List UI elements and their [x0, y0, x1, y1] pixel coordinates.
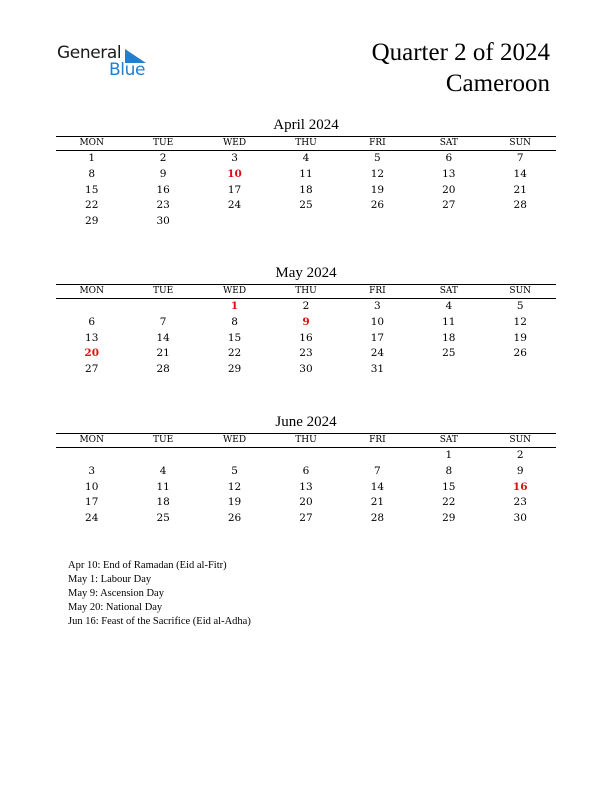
day-cell: 13	[85, 331, 99, 344]
holiday-note: Jun 16: Feast of the Sacrifice (Eid al-Adha)	[68, 616, 251, 627]
weekday-label: WED	[223, 435, 247, 445]
day-cell: 16	[156, 183, 170, 196]
holiday-note: Apr 10: End of Ramadan (Eid al-Fitr)	[68, 560, 227, 571]
month-may	[56, 264, 556, 378]
day-cell: 22	[85, 199, 99, 212]
day-cell: 23	[513, 496, 527, 509]
day-cell: 5	[374, 152, 381, 164]
weekday-label: WED	[223, 138, 247, 148]
weekday-header	[56, 285, 556, 298]
day-cell: 3	[374, 300, 381, 312]
day-cell: 12	[370, 167, 385, 180]
day-cell: 29	[442, 512, 456, 524]
weekday-label: THU	[295, 138, 317, 148]
day-cell: 9	[516, 464, 524, 477]
month-june	[56, 413, 556, 527]
day-cell: 28	[156, 363, 170, 375]
empty-day-cell	[413, 362, 484, 378]
weekday-header	[56, 434, 556, 447]
month-title: April 2024	[273, 117, 339, 133]
weekday-label: SAT	[439, 286, 458, 296]
day-cell: 17	[227, 183, 242, 196]
day-cell: 27	[299, 512, 313, 524]
day-cell: 25	[442, 347, 456, 360]
quarter-title: Quarter 2 of 2024	[371, 39, 550, 66]
week-row	[56, 315, 556, 331]
day-cell: 8	[231, 315, 238, 328]
weekday-label: TUE	[153, 435, 174, 445]
day-cell: 22	[227, 347, 242, 360]
day-cell: 18	[156, 496, 170, 509]
day-cell: 3	[88, 464, 96, 477]
day-cell: 6	[445, 152, 453, 164]
day-cell: 9	[302, 315, 310, 328]
country-title: Cameroon	[445, 70, 550, 97]
day-cell: 25	[156, 512, 170, 524]
day-cell: 28	[370, 512, 385, 524]
day-cell: 13	[299, 480, 313, 493]
day-cell: 26	[513, 347, 527, 360]
weekday-label: SAT	[439, 435, 458, 445]
day-cell: 24	[370, 347, 385, 360]
week-row	[56, 346, 556, 362]
day-cell: 11	[156, 480, 170, 493]
weekday-label: SAT	[439, 138, 458, 148]
day-cell: 12	[513, 315, 527, 328]
day-cell: 19	[370, 183, 385, 196]
day-cell: 31	[370, 363, 385, 375]
weekday-label: FRI	[369, 286, 386, 296]
month-april	[56, 116, 556, 230]
week-row	[56, 331, 556, 347]
day-cell: 21	[513, 183, 527, 196]
day-cell: 9	[159, 167, 167, 180]
day-cell: 30	[156, 215, 170, 227]
month-title: June 2024	[275, 414, 337, 430]
logo-text-general: General	[57, 43, 122, 63]
day-cell: 10	[227, 167, 242, 180]
day-cell: 10	[370, 315, 385, 328]
day-cell: 19	[513, 331, 527, 344]
day-cell: 6	[302, 464, 310, 477]
day-cell: 5	[516, 300, 524, 312]
day-cell: 4	[159, 464, 167, 477]
day-cell: 1	[445, 449, 453, 461]
weekday-label: SUN	[509, 138, 532, 148]
day-cell: 11	[299, 167, 313, 180]
month-title: May 2024	[275, 265, 337, 281]
empty-day-cell	[127, 448, 198, 464]
day-cell: 20	[299, 496, 313, 509]
generalblue-logo	[57, 43, 157, 83]
day-cell: 5	[231, 464, 238, 477]
day-cell: 4	[302, 152, 310, 164]
holiday-notes	[68, 559, 251, 629]
week-row	[56, 299, 556, 315]
day-cell: 20	[442, 183, 456, 196]
week-row	[56, 480, 556, 496]
day-cell: 1	[88, 152, 96, 164]
empty-day-cell	[56, 299, 127, 315]
day-cell: 26	[227, 512, 242, 524]
empty-day-cell	[342, 448, 413, 464]
empty-day-cell	[270, 448, 341, 464]
logo-text-blue: Blue	[109, 60, 146, 80]
day-cell: 2	[159, 152, 167, 164]
day-cell: 20	[84, 347, 100, 360]
day-cell: 11	[442, 315, 456, 328]
weekday-label: SUN	[509, 286, 532, 296]
week-row	[56, 183, 556, 199]
day-cell: 24	[227, 199, 242, 212]
day-cell: 25	[299, 199, 313, 212]
day-cell: 29	[227, 363, 242, 375]
empty-day-cell	[199, 214, 270, 230]
day-cell: 14	[513, 167, 527, 180]
day-cell: 17	[85, 496, 99, 509]
day-cell: 15	[442, 480, 456, 493]
day-cell: 8	[88, 167, 96, 180]
day-cell: 16	[299, 331, 313, 344]
day-cell: 16	[512, 480, 528, 493]
day-cell: 2	[516, 449, 524, 461]
day-cell: 27	[85, 363, 99, 375]
empty-day-cell	[127, 299, 198, 315]
week-row	[56, 448, 556, 464]
day-cell: 22	[442, 496, 456, 509]
day-cell: 26	[370, 199, 385, 212]
day-cell: 18	[299, 183, 313, 196]
weekday-label: THU	[295, 286, 317, 296]
page-title	[372, 37, 550, 99]
day-cell: 29	[85, 215, 99, 227]
day-cell: 10	[85, 480, 99, 493]
day-cell: 8	[445, 464, 453, 477]
week-row	[56, 167, 556, 183]
week-row	[56, 151, 556, 167]
day-cell: 30	[513, 512, 527, 524]
empty-day-cell	[270, 214, 341, 230]
day-cell: 15	[85, 183, 99, 196]
weekday-label: FRI	[369, 138, 386, 148]
day-cell: 7	[374, 464, 381, 477]
day-cell: 21	[370, 496, 385, 509]
day-cell: 30	[299, 363, 313, 375]
week-row	[56, 464, 556, 480]
empty-day-cell	[413, 214, 484, 230]
day-cell: 23	[156, 199, 170, 212]
week-row	[56, 214, 556, 230]
weekday-label: FRI	[369, 435, 386, 445]
day-cell: 21	[156, 347, 170, 360]
day-cell: 4	[445, 300, 453, 312]
empty-day-cell	[199, 448, 270, 464]
weekday-label: TUE	[153, 138, 174, 148]
day-cell: 13	[442, 167, 456, 180]
weekday-label: TUE	[153, 286, 174, 296]
week-row	[56, 362, 556, 378]
day-cell: 12	[227, 480, 242, 493]
empty-day-cell	[485, 362, 556, 378]
day-cell: 14	[156, 331, 170, 344]
week-row	[56, 511, 556, 527]
weekday-label: MON	[79, 286, 104, 296]
weekday-label: MON	[79, 138, 104, 148]
day-cell: 7	[516, 152, 524, 164]
empty-day-cell	[485, 214, 556, 230]
holiday-note: May 1: Labour Day	[68, 574, 152, 585]
day-cell: 27	[442, 199, 456, 212]
holiday-note: May 9: Ascension Day	[68, 588, 164, 599]
weekday-label: MON	[79, 435, 104, 445]
empty-day-cell	[56, 448, 127, 464]
day-cell: 15	[227, 331, 242, 344]
day-cell: 19	[227, 496, 242, 509]
day-cell: 24	[85, 512, 99, 524]
weekday-header	[56, 137, 556, 150]
empty-day-cell	[342, 214, 413, 230]
holiday-note: May 20: National Day	[68, 602, 163, 613]
day-cell: 2	[302, 300, 310, 312]
day-cell: 23	[299, 347, 313, 360]
day-cell: 1	[230, 300, 239, 312]
day-cell: 28	[513, 199, 527, 212]
weekday-label: WED	[223, 286, 247, 296]
day-cell: 3	[231, 152, 238, 164]
day-cell: 7	[159, 315, 167, 328]
day-cell: 17	[370, 331, 385, 344]
weekday-label: THU	[295, 435, 317, 445]
weekday-label: SUN	[509, 435, 532, 445]
week-row	[56, 495, 556, 511]
day-cell: 6	[88, 315, 96, 328]
day-cell: 18	[442, 331, 456, 344]
day-cell: 14	[370, 480, 385, 493]
week-row	[56, 198, 556, 214]
